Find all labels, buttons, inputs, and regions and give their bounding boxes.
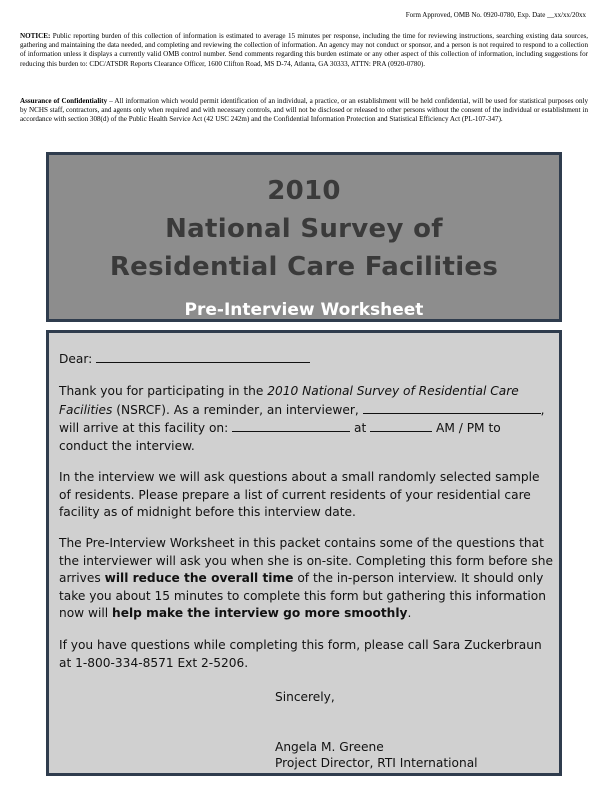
interview-time-blank[interactable] — [370, 419, 432, 432]
p1-survey-name: 2010 National Survey of Residential Care Facilities — [59, 384, 519, 417]
assurance-paragraph — [20, 97, 588, 125]
p3-text-c: . — [407, 606, 412, 621]
notice-label: NOTICE: — [20, 32, 51, 40]
banner-title-line1: National Survey of — [165, 214, 443, 244]
notice-text: Public reporting burden of this collection of information is estimated to average 15 minutes per response, including the time for reviewing instructions, searching existing data sources, gathering and maintaining the data needed, and completing and reviewing the collection of information. An agency may not conduct or sponsor, and a person is not required to respond to a collection of information unless it displays a currently valid OMB control number. Send comments regarding this burden estimate or any other aspect of this collection of information, including suggestions for reducing this burden to: CDC/ATSDR Reports Clearance Officer, 1600 Clifton Road, MS D-74, Atlanta, GA 30333, ATTN: PRA (0920-0780). — [20, 32, 588, 68]
interviewer-name-blank[interactable] — [363, 401, 541, 414]
cover-letter — [46, 330, 562, 776]
dear-label: Dear: — [59, 352, 93, 366]
banner-year: 2010 — [267, 176, 341, 206]
recipient-name-blank[interactable] — [96, 350, 310, 363]
banner-title-line2: Residential Care Facilities — [109, 252, 499, 282]
letter-paragraph-1 — [59, 383, 553, 455]
signer-name: Angela M. Greene — [275, 740, 384, 754]
assurance-text: – All information which would permit identification of an individual, a practice, or an establishment will be held confidential, will be used for statistical purposes only by NCHS staff, contractors, and agents only when required and with necessary controls, and will not be disclosed or released to other persons without the consent of the individual or establishment in accordance with section 308(d) of the Public Health Service Act (42 USC 242m) and the Confidential Information Protection and Statistical Efficiency Act (PL-107-347). — [20, 97, 589, 124]
notice-paragraph — [20, 32, 588, 69]
interview-date-blank[interactable] — [232, 419, 350, 432]
p3-text-a: The Pre-Interview Worksheet in this packet contains some of the questions that the interviewer will ask you when she is on-site. Completing this form before she arrives — [59, 536, 553, 586]
letter-paragraph-2: In the interview we will ask questions about a small randomly selected sample of residents. Please prepare a list of current residents of your residential care facility as of midnight before this interview date. — [59, 470, 540, 520]
signer-title: Project Director, RTI International — [275, 756, 478, 770]
title-banner — [46, 152, 562, 322]
p1-text-a: Thank you for participating in the — [59, 384, 268, 398]
letter-closing: Sincerely, — [275, 690, 335, 704]
p1-text-c: , will arrive at this facility on: — [59, 402, 545, 436]
p1-text-ampm: AM / PM to conduct the interview. — [59, 421, 501, 453]
letter-salutation — [59, 350, 553, 369]
p3-bold-1: will reduce the overall time — [104, 571, 294, 586]
p1-text-at: at — [350, 421, 371, 436]
omb-approval-line: Form Approved, OMB No. 0920-0780, Exp. Date __xx/xx/20xx — [405, 11, 586, 19]
banner-subtitle: Pre-Interview Worksheet — [184, 300, 424, 320]
letter-paragraph-3 — [59, 535, 553, 623]
p3-text-b: of the in-person interview. It should only take you about 15 minutes to complete this form but gathering this information now will — [59, 571, 546, 621]
assurance-label: Assurance of Confidentiality — [20, 97, 108, 105]
letter-paragraph-4: If you have questions while completing this form, please call Sara Zuckerbraun at 1-800-334-8571 Ext 2-5206. — [59, 638, 542, 670]
p1-text-b: (NSRCF). As a reminder, an interviewer, — [112, 402, 363, 417]
p3-bold-2: help make the interview go more smoothly — [112, 606, 408, 621]
